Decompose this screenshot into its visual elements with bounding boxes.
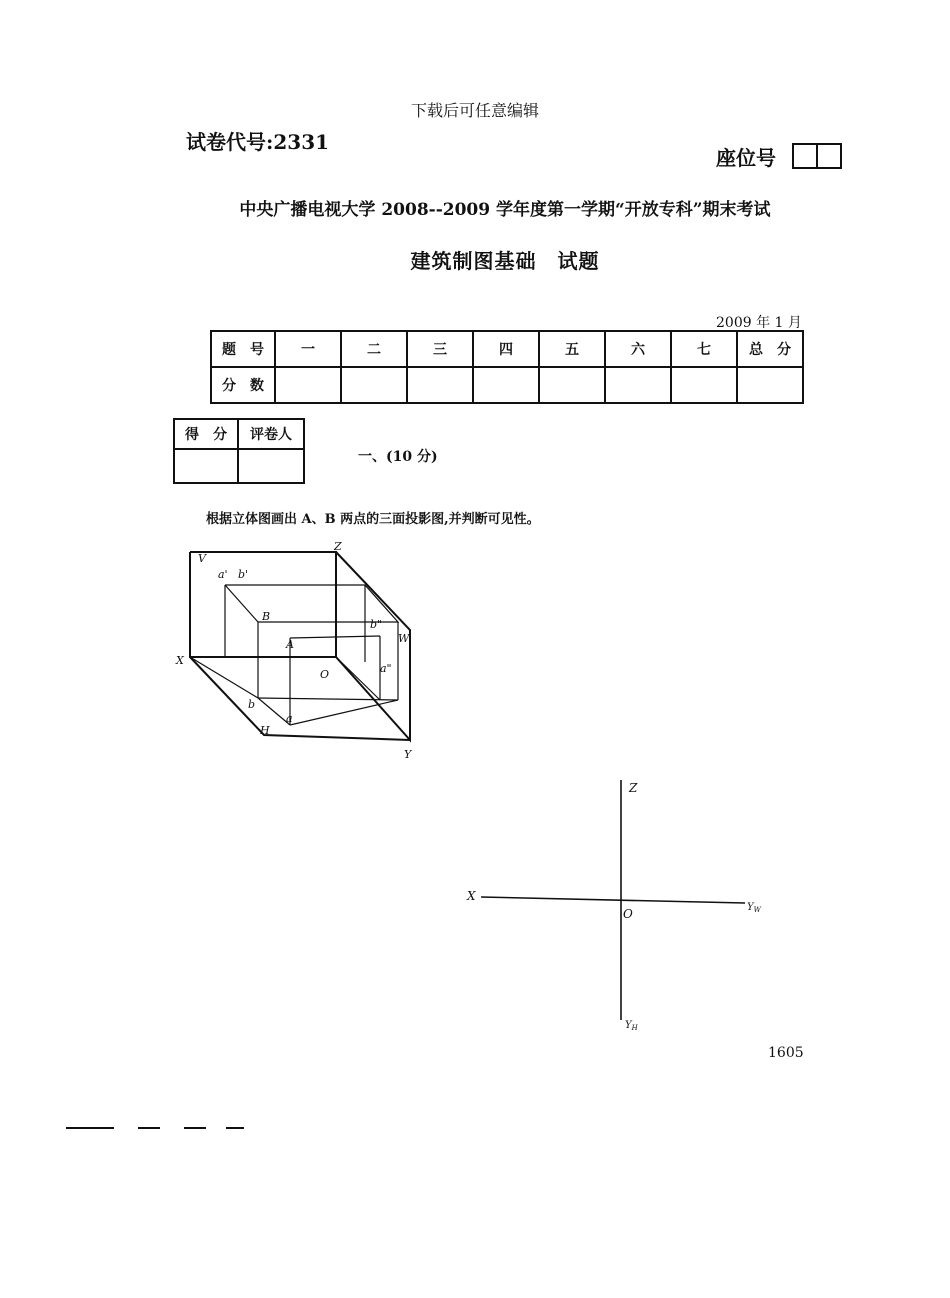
score-cell [737,367,803,403]
label-O: O [320,668,330,681]
label-b-prime: b' [238,568,249,581]
label-a: a [286,712,293,725]
score-cell [407,367,473,403]
seat-box-1 [792,143,818,169]
seat-label: 座位号 [716,146,776,170]
construct-line [336,657,380,700]
grader-name-cell [238,449,304,483]
score-cell [671,367,737,403]
label-b: b [248,698,256,711]
figure-answer-axes [455,770,785,1035]
score-col: 六 [605,331,671,367]
axis-label-Z: Z [629,781,638,795]
label-Z: Z [334,540,342,553]
construct-line [290,700,398,725]
label-Y: Y [404,748,412,761]
score-col: 一 [275,331,341,367]
score-cell [605,367,671,403]
score-col: 七 [671,331,737,367]
score-row-label: 题 号 [211,331,275,367]
score-cell [275,367,341,403]
score-col: 总 分 [737,331,803,367]
construct-line [258,698,398,700]
question-points: 一、(10 分) [358,449,438,465]
label-W: W [398,632,410,645]
footer-dashes [66,1122,256,1134]
seat-box-2 [816,143,842,169]
axis-label-YW: $Y_W$ [747,902,761,914]
label-B: B [262,610,271,623]
page-number: 1605 [768,1045,804,1061]
label-a-dprime: a" [380,662,392,675]
subject-title: 建筑制图基础 试题 [410,249,600,273]
exam-date: 2009 年 1 月 [716,315,802,331]
axis-horizontal [481,897,745,903]
label-X: X [176,654,184,667]
axis-label-O: O [623,907,633,921]
grader-name-label: 评卷人 [238,419,304,449]
question-text: 根据立体图画出 A、B 两点的三面投影图,并判断可见性。 [206,512,540,527]
score-cell [341,367,407,403]
score-col: 五 [539,331,605,367]
paper-code: 试卷代号:2331 [186,130,330,154]
label-b-dprime: b" [370,618,383,631]
score-col: 三 [407,331,473,367]
label-V: V [198,552,206,565]
label-H: H [260,724,270,737]
grader-score-cell [174,449,238,483]
score-row-label: 分 数 [211,367,275,403]
exam-title: 中央广播电视大学 2008--2009 学年度第一学期“开放专科”期末考试 [239,200,771,220]
top-note: 下载后可任意编辑 [410,101,539,120]
grader-table [173,418,305,484]
axis-label-YH: $Y_H$ [625,1020,638,1032]
score-cell [473,367,539,403]
label-a-prime: a' [218,568,228,581]
score-col: 二 [341,331,407,367]
grader-score-label: 得 分 [174,419,238,449]
figure-3d-projection [170,540,430,770]
score-table [210,330,804,404]
score-cell [539,367,605,403]
v-plane-edge [190,552,336,657]
score-col: 四 [473,331,539,367]
axis-label-X: X [467,889,476,903]
label-A: A [286,638,294,651]
